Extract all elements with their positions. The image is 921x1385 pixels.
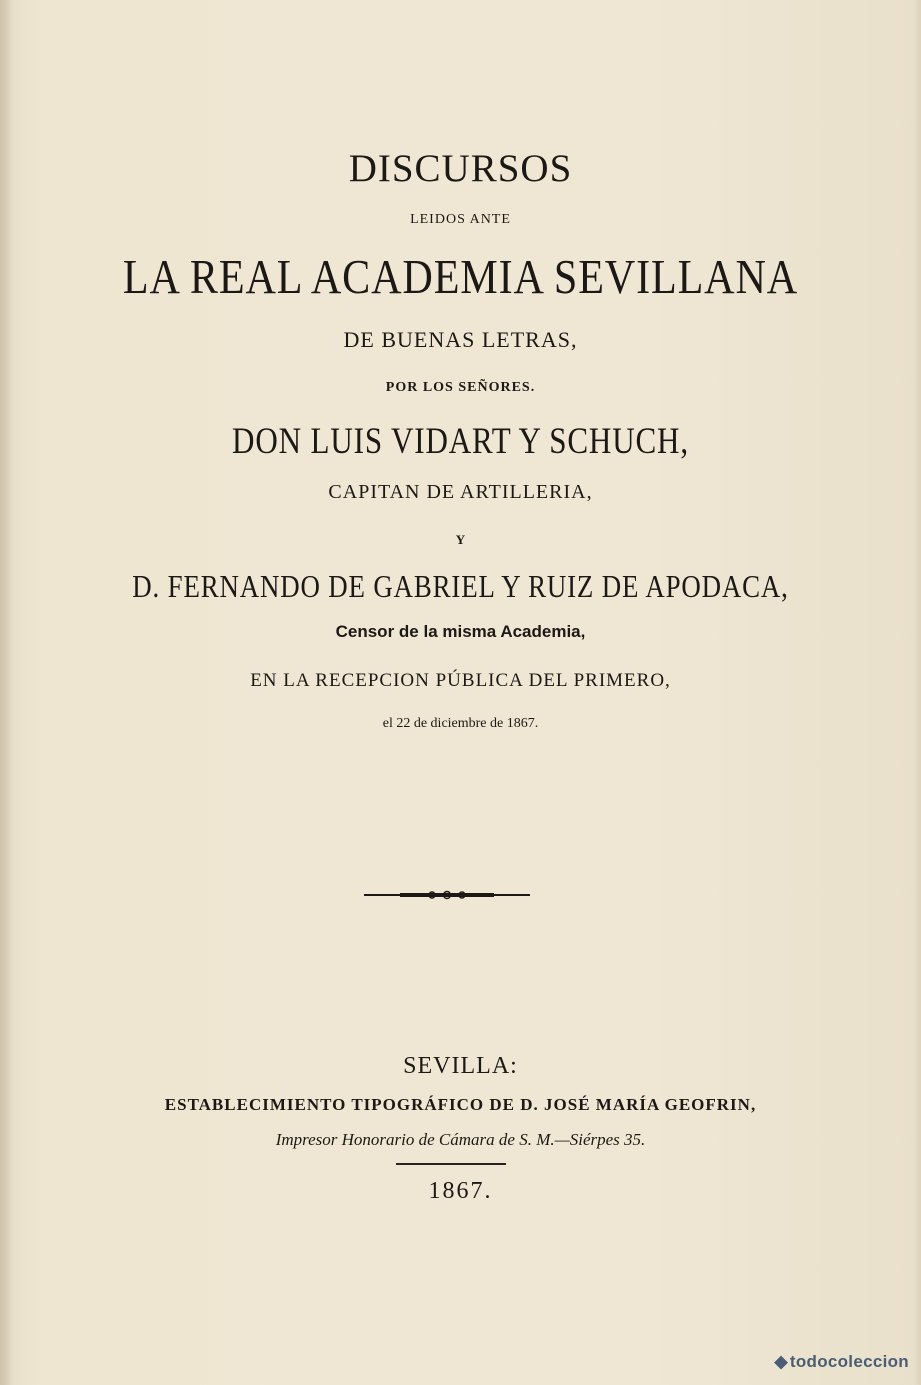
text-por-los-senores: POR LOS SEÑORES. <box>385 380 536 395</box>
ornament-divider <box>364 887 530 903</box>
conjunction: Y <box>455 532 466 547</box>
imprint-printer: Impresor Honorario de Cámara de S. M.—Siérpes 35. <box>275 1130 646 1149</box>
title-academia: LA REAL ACADEMIA SEVILLANA <box>122 249 799 304</box>
imprint-rule <box>396 1163 506 1165</box>
author-2-name: D. FERNANDO DE GABRIEL Y RUIZ DE APODACA, <box>132 568 789 604</box>
imprint-establishment: ESTABLECIMIENTO TIPOGRÁFICO DE D. JOSÉ MARÍA GEOFRIN, <box>164 1095 757 1114</box>
author-2-title: Censor de la misma Academia, <box>335 622 586 641</box>
author-1-title: CAPITAN DE ARTILLERIA, <box>328 481 593 503</box>
subtitle-buenas-letras: DE BUENAS LETRAS, <box>343 327 578 352</box>
imprint-year: 1867. <box>428 1178 493 1204</box>
watermark-text: todocoleccion <box>789 1352 909 1371</box>
watermark-logo-icon: ◆ <box>774 1352 788 1371</box>
author-1-name: DON LUIS VIDART Y SCHUCH, <box>232 421 689 462</box>
title-discursos: DISCURSOS <box>348 147 573 190</box>
date-text: el 22 de diciembre de 1867. <box>382 716 539 731</box>
subtitle-leidos-ante: LEIDOS ANTE <box>410 212 511 227</box>
occasion-text: EN LA RECEPCION PÚBLICA DEL PRIMERO, <box>250 670 671 691</box>
watermark <box>774 1352 909 1372</box>
imprint-city: SEVILLA: <box>403 1053 518 1079</box>
